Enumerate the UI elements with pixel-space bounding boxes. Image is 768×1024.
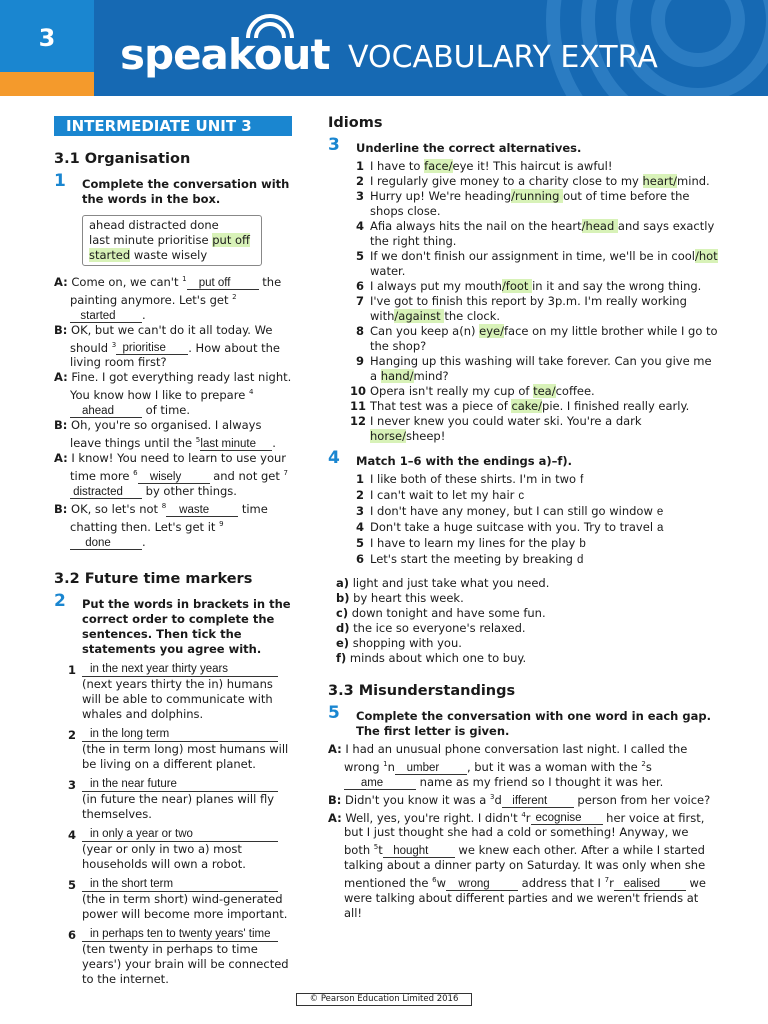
match-answer[interactable]: a	[657, 522, 664, 534]
answer-blank[interactable]: distracted	[70, 486, 142, 499]
idiom-item: 4 Afia always hits the nail on the heart/head and says exactly the right thing.	[355, 219, 715, 248]
unit-tab-accent	[0, 72, 94, 96]
selected-alternative[interactable]: /hot	[694, 249, 718, 263]
answer-blank[interactable]: last minute	[200, 438, 272, 451]
match-item: 3 I don't have any money, but I can still go window e	[355, 504, 664, 518]
answer-blank[interactable]: wisely	[138, 471, 210, 484]
selected-alternative[interactable]: tea/	[533, 384, 556, 398]
word-box-line: started waste wisely	[89, 248, 208, 262]
answer-blank[interactable]: in only a year or two	[82, 828, 278, 842]
answer-blank[interactable]: in the short term	[82, 878, 278, 892]
speakout-logo: speakout	[120, 30, 330, 79]
exercise-number: 4	[328, 448, 340, 468]
selected-alternative[interactable]: hand/	[380, 369, 414, 383]
selected-alternative[interactable]: horse/	[370, 429, 406, 443]
idiom-item: 2 I regularly give money to a charity close to my heart/mind.	[355, 174, 710, 188]
selected-alternative[interactable]: /head	[581, 219, 618, 233]
answer-blank[interactable]: ecognise	[531, 812, 603, 825]
idiom-item: 6 I always put my mouth/foot in it and say the wrong thing.	[355, 279, 702, 293]
unit-banner: INTERMEDIATE UNIT 3	[54, 116, 292, 136]
exercise-number: 1	[54, 171, 66, 191]
match-item: 5 I have to learn my lines for the play b	[355, 536, 586, 550]
selected-alternative[interactable]: /running	[511, 189, 564, 203]
ending-item: f) minds about which one to buy.	[336, 651, 527, 665]
future-item: 2 in the long term (the in term long) most humans will be living on a different planet.	[68, 727, 289, 771]
match-item: 4 Don't take a huge suitcase with you. Try to travel a	[355, 520, 664, 534]
future-item: 3 in the near future (in future the near) planes will fly themselves.	[68, 778, 294, 822]
future-item: 4 in only a year or two (year or only in two a) most households will own a robot.	[68, 828, 294, 872]
answer-blank[interactable]: ame	[344, 777, 416, 790]
match-item: 2 I can't wait to let my hair c	[355, 488, 525, 502]
exercise-5	[328, 703, 718, 921]
exercise-instruction: Complete the conversation with the words in the box.	[82, 177, 290, 206]
answer-blank[interactable]: ifferent	[502, 795, 574, 808]
ending-item: d) the ice so everyone's relaxed.	[336, 621, 526, 635]
selected-alternative[interactable]: face/	[424, 159, 453, 173]
ending-item: b) by heart this week.	[336, 591, 464, 605]
answer-blank[interactable]: ealised	[614, 878, 686, 891]
dialogue-line: A: I had an unusual phone conversation last night. I called the wrong $^1$n umber , but it was a woman with the $^2$same name as my friend so I thought it was her.	[328, 742, 688, 789]
match-item: 6 Let's start the meeting by breaking d	[355, 552, 584, 566]
exercise-number: 2	[54, 590, 66, 611]
word-box-line: ahead distracted done	[89, 218, 219, 232]
selected-alternative[interactable]: heart/	[642, 174, 678, 188]
word-box-line: last minute prioritise put off	[89, 233, 250, 247]
dialogue-line: A: Well, yes, you're right. I didn't $^4$r ecognise her voice at first, but I just thought she had a cold or something! Anyway, we both $^5$t hought we knew each other. After a while I started talking about a dinner party on Saturday. It was only when she mentioned the $^6$w wrong address that I $^7$r ealised we were talking about different parties and we weren't friends at all!	[328, 810, 706, 921]
answer-blank[interactable]: in the near future	[82, 778, 278, 792]
idiom-item: 12 I never knew you could water ski. You're a dark horse/sheep!	[350, 414, 642, 443]
exercise-1	[54, 171, 294, 207]
match-answer[interactable]: b	[579, 538, 586, 550]
idiom-item: 8 Can you keep a(n) eye/face on my little brother while I go to the shop?	[355, 324, 718, 353]
answer-blank[interactable]: in the long term	[82, 728, 278, 742]
future-item: 1 in the next year thirty years (next years thirty the in) humans will be able to communicate with whales and dolphins.	[68, 663, 294, 722]
answer-blank[interactable]: put off	[187, 277, 259, 290]
idiom-list	[336, 159, 718, 444]
unit-tab	[0, 0, 94, 72]
exercise-3	[328, 135, 718, 444]
ending-item: e) shopping with you.	[336, 636, 462, 650]
answer-blank[interactable]: in perhaps ten to twenty years' time	[82, 928, 278, 942]
idiom-item: 11 That test was a piece of cake/pie. I finished really early.	[350, 399, 690, 413]
match-list	[336, 472, 718, 568]
ending-item: c) down tonight and have some fun.	[336, 606, 546, 620]
header-banner	[0, 0, 768, 96]
answer-blank[interactable]: started	[70, 310, 142, 323]
selected-alternative[interactable]: cake/	[511, 399, 543, 413]
match-answer[interactable]: d	[576, 554, 584, 566]
word-crossed: started	[89, 248, 131, 262]
word-box	[82, 215, 262, 266]
conversation	[328, 742, 718, 921]
exercise-4	[328, 448, 718, 666]
match-answer[interactable]: c	[518, 490, 525, 502]
future-item: 6 in perhaps ten to twenty years' time (ten twenty in perhaps to time years') your brain will be connected to the internet.	[68, 927, 289, 986]
section-3-1-title: 3.1 Organisation	[54, 151, 191, 167]
exercise-instruction: Underline the correct alternatives.	[356, 141, 582, 155]
answer-blank[interactable]: wrong	[446, 878, 518, 891]
idiom-item: 3 Hurry up! We're heading/running out of time before the shops close.	[355, 189, 690, 218]
endings-list	[336, 576, 718, 666]
answer-blank[interactable]: prioritise	[116, 342, 188, 355]
dialogue-line: A: Fine. I got everything ready last night. You know how I like to prepare $^4$ahead of time.	[54, 370, 292, 418]
future-item: 5 in the short term (the in term short) wind-generated power will become more important.	[68, 877, 288, 921]
idiom-item: 10 Opera isn't really my cup of tea/coffee.	[350, 384, 595, 398]
exercise-number: 3	[328, 135, 340, 155]
future-items	[68, 663, 294, 987]
dialogue	[54, 272, 294, 550]
selected-alternative[interactable]: /foot	[501, 279, 533, 293]
answer-blank[interactable]: ahead	[70, 405, 142, 418]
idioms-title: Idioms	[328, 115, 383, 131]
idiom-item: 5 If we don't finish our assignment in time, we'll be in cool/hot water.	[355, 249, 718, 278]
exercise-2	[54, 590, 294, 987]
logo-signal-icon	[240, 14, 300, 40]
left-column	[54, 116, 294, 987]
selected-alternative[interactable]: /against	[394, 309, 445, 323]
ending-item: a) light and just take what you need.	[336, 576, 550, 590]
idiom-item: 1 I have to face/eye it! This haircut is awful!	[355, 159, 613, 173]
answer-blank[interactable]: waste	[166, 504, 238, 517]
dialogue-line: B: Oh, you're so organised. I always leave things until the $^5$last minute .	[54, 418, 276, 451]
match-answer[interactable]: e	[656, 506, 664, 518]
exercise-instruction: Match 1–6 with the endings a)–f).	[356, 454, 573, 468]
idiom-item: 9 Hanging up this washing will take forever. Can you give me a hand/mind?	[355, 354, 712, 383]
section-3-3-title: 3.3 Misunderstandings	[328, 683, 516, 699]
unit-number: 3	[38, 24, 56, 52]
exercise-number: 5	[328, 703, 340, 723]
answer-blank[interactable]: done	[70, 537, 142, 550]
dialogue-line: B: OK, but we can't do it all today. We should $^3$ prioritise . How about the living room first?	[54, 322, 280, 370]
selected-alternative[interactable]: eye/	[479, 324, 504, 338]
dialogue-line: A: I know! You need to learn to use your time more $^6$ wisely and not get $^7$distracted by other things.	[54, 451, 289, 498]
match-item: 1 I like both of these shirts. I'm in two f	[355, 472, 584, 486]
exercise-instruction: Put the words in brackets in the correct order to complete the sentences. Then tick the statements you agree with.	[82, 596, 291, 656]
page-title: VOCABULARY EXTRA	[348, 40, 658, 75]
exercise-instruction: Complete the conversation with one word in each gap. The first letter is given.	[356, 709, 711, 738]
dialogue-line: A: Come on, we can't $^1$ put off the painting anymore. Let's get $^2$started .	[54, 274, 282, 322]
match-answer[interactable]: f	[580, 474, 584, 486]
right-column	[328, 116, 718, 921]
copyright-footer: © Pearson Education Limited 2016	[296, 993, 472, 1006]
dialogue-line: B: OK, so let's not $^8$ waste time chatting then. Let's get it $^9$done .	[54, 501, 268, 549]
word-crossed: put off	[212, 233, 250, 247]
section-3-2-title: 3.2 Future time markers	[54, 570, 253, 587]
answer-blank[interactable]: umber	[395, 762, 467, 775]
answer-blank[interactable]: hought	[383, 845, 455, 858]
dialogue-line: B: Didn't you know it was a $^3$d ifferent person from her voice?	[328, 792, 711, 807]
idiom-item: 7 I've got to finish this report by 3p.m. I'm really working with/against the clock.	[355, 294, 687, 323]
answer-blank[interactable]: in the next year thirty years	[82, 663, 278, 677]
